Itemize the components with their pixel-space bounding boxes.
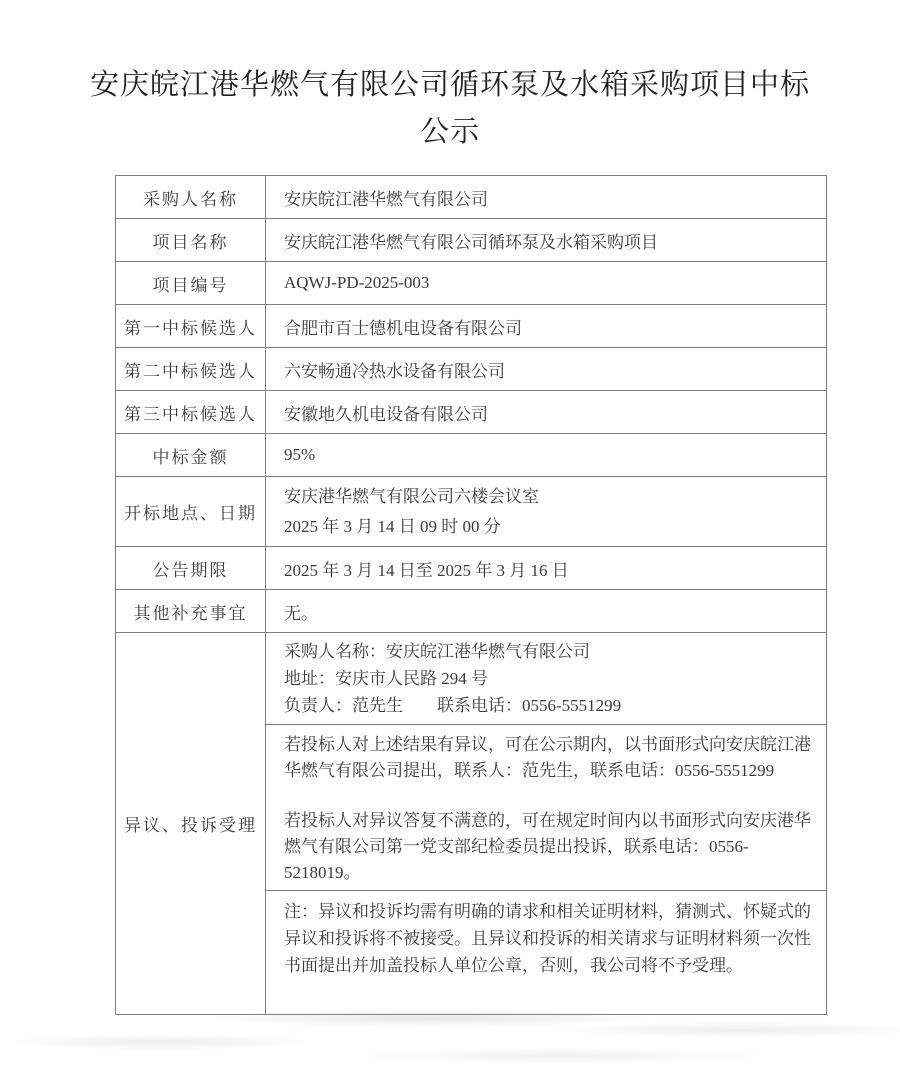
project-number-label: 项目编号 [116, 262, 266, 305]
objection-contact-cell [266, 633, 827, 725]
bid-opening-datetime: 2025 年 3 月 14 日 09 时 00 分 [284, 516, 501, 536]
other-matters-value: 无。 [266, 590, 827, 633]
objection-procedure-para1: 若投标人对上述结果有异议，可在公示期内，以书面形式向安庆皖江港华燃气有限公司提出，联系人：范先生，联系电话：0556-5551299 [284, 735, 811, 780]
table-row [116, 176, 827, 219]
project-name-value: 安庆皖江港华燃气有限公司循环泵及水箱采购项目 [266, 219, 827, 262]
table-row [116, 219, 827, 262]
bid-opening-label: 开标地点、日期 [116, 477, 266, 547]
announcement-period-value: 2025 年 3 月 14 日至 2025 年 3 月 16 日 [266, 547, 827, 590]
paragraph-gap [284, 784, 812, 808]
table-row [116, 348, 827, 391]
second-candidate-value: 六安畅通冷热水设备有限公司 [266, 348, 827, 391]
third-candidate-value: 安徽地久机电设备有限公司 [266, 391, 827, 434]
project-number-value: AQWJ-PD-2025-003 [266, 262, 827, 305]
announcement-period-label: 公告期限 [116, 547, 266, 590]
first-candidate-label: 第一中标候选人 [116, 305, 266, 348]
third-candidate-label: 第三中标候选人 [116, 391, 266, 434]
objection-procedure-para2: 若投标人对异议答复不满意的，可在规定时间内以书面形式向安庆港华燃气有限公司第一党支部纪检委员提出投诉，联系电话：0556-5218019。 [284, 811, 811, 882]
award-amount-label: 中标金额 [116, 434, 266, 477]
table-row [116, 477, 827, 547]
other-matters-label: 其他补充事宜 [116, 590, 266, 633]
table-row [116, 262, 827, 305]
project-name-label: 项目名称 [116, 219, 266, 262]
bid-opening-value [266, 477, 827, 547]
bid-opening-place: 安庆港华燃气有限公司六楼会议室 [284, 486, 539, 506]
objection-note-cell: 注：异议和投诉均需有明确的请求和相关证明材料，猜测式、怀疑式的异议和投诉将不被接受。且异议和投诉的相关请求与证明材料须一次性书面提出并加盖投标人单位公章，否则，我公司将不予受理。 [266, 891, 827, 1015]
objection-contact-address: 地址：安庆市人民路 294 号 [284, 669, 488, 688]
table-row [116, 547, 827, 590]
page-title: 安庆皖江港华燃气有限公司循环泵及水箱采购项目中标公示 [89, 69, 810, 148]
award-amount-value: 95% [266, 434, 827, 477]
objection-contact-person: 负责人：范先生 联系电话：0556-5551299 [284, 696, 622, 715]
first-candidate-value: 合肥市百士德机电设备有限公司 [266, 305, 827, 348]
objection-procedure-cell [266, 725, 827, 891]
purchaser-name-value: 安庆皖江港华燃气有限公司 [266, 176, 827, 219]
table-row [116, 391, 827, 434]
second-candidate-label: 第二中标候选人 [116, 348, 266, 391]
objection-handling-label: 异议、投诉受理 [116, 633, 266, 1015]
table-row [116, 590, 827, 633]
table-row [116, 633, 827, 725]
announcement-table [115, 175, 827, 1015]
table-row [116, 434, 827, 477]
table-row [116, 305, 827, 348]
objection-contact-purchaser: 采购人名称：安庆皖江港华燃气有限公司 [284, 642, 590, 661]
purchaser-name-label: 采购人名称 [116, 176, 266, 219]
